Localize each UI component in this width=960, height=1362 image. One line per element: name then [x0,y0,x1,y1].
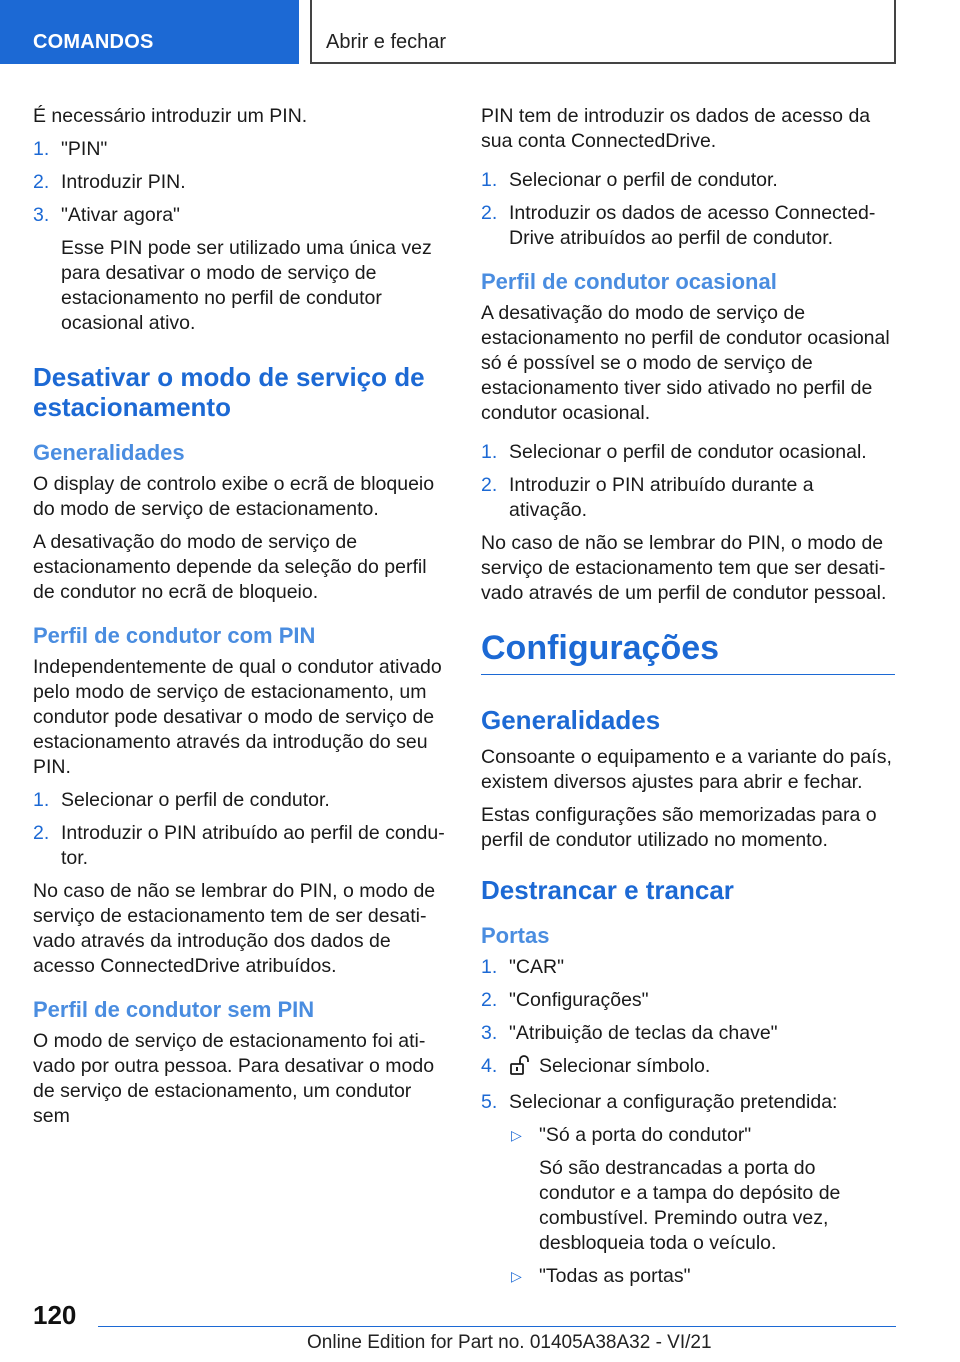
left-column [33,104,447,1137]
continued-text: PIN tem de introduzir os dados de acesso da sua conta ConnectedDrive. [481,105,871,152]
step-text: Introduzir PIN. [61,171,186,193]
option-note: Só são destrancadas a porta do condutor e a tampa do depósito de combustível. Premindo outra vez, desbloqueia toda o veículo. [539,1157,841,1254]
occasional-text: A desativação do modo de serviço de estacionamento no perfil de condutor ocasional só é possível se o modo de serviço de estacionamento tiver sido ativado no perfil de condutor ocasional. [481,302,890,424]
list-item [481,955,895,980]
step-number: 2. [481,202,498,224]
step-number: 5. [481,1091,498,1113]
step-text: Selecionar o perfil de condutor. [61,789,330,811]
steps-list-b [33,788,447,871]
step-text: "Ativar agora" [61,204,180,226]
step-text: Introduzir o PIN atribuído ao perfil de condutor. [61,822,445,869]
heading-unlock: Destrancar e trancar [481,875,734,905]
step-text: "CAR" [509,956,565,978]
step-number: 1. [481,956,498,978]
list-item [481,473,895,523]
step-number: 2. [481,474,498,496]
step-number: 2. [33,822,50,844]
bullet-triangle-icon: ▷ [511,1268,522,1284]
step-text: "Configurações" [509,989,649,1011]
step-number: 2. [481,989,498,1011]
list-item [481,1090,895,1289]
bullet-triangle-icon: ▷ [511,1127,522,1143]
step-text: Introduzir o PIN atribuído durante a ativação. [509,474,814,521]
footer-divider [98,1326,896,1327]
step-text: "PIN" [61,138,108,160]
step-text: Selecionar o perfil de condutor ocasional. [509,441,867,463]
page-header [0,0,960,66]
section-tab: COMANDOS [0,0,299,64]
heading-without-pin: Perfil de condutor sem PIN [33,997,315,1022]
heading-deactivate: Desativar o modo de serviço de estacionamento [33,362,425,422]
forgot-pin-text: No caso de não se lembrar do PIN, o modo de serviço de estacionamento tem de ser desativado através da introdução dos dados de acesso ConnectedDrive atribuídos. [33,880,436,977]
steps-list-a [33,137,447,336]
list-item [33,788,447,813]
topic-tab: Abrir e fechar [310,0,896,64]
step-number: 1. [481,441,498,463]
step-text: Selecionar o perfil de condutor. [509,169,778,191]
step-number: 1. [481,169,498,191]
general2-text-1: Consoante o equipamento e a variante do país, existem diversos ajustes para abrir e fechar. [481,746,892,793]
edition-text: Online Edition for Part no. 01405A38A32 - VI/21 [307,1332,712,1353]
list-item [481,201,895,251]
list-item [481,988,895,1013]
option-text: "Todas as portas" [539,1265,691,1287]
list-item [33,170,447,195]
steps-list-d [481,440,895,523]
option-text: "Só a porta do condutor" [539,1124,752,1146]
steps-list-c [481,168,895,251]
steps-list-e [481,955,895,1289]
heading-occasional: Perfil de condutor ocasional [481,269,777,294]
with-pin-text: Independentemente de qual o condutor ativado pelo modo de serviço de estacionamento, um condutor pode desativar o modo de serviço de estacionamento através da introdução do seu PIN. [33,656,442,778]
step-text: Selecionar a configuração pretendida: [509,1091,838,1113]
right-column [481,104,895,1297]
intro-text: É necessário introduzir um PIN. [33,105,308,127]
heading-doors: Portas [481,923,550,948]
list-item [33,203,447,336]
step-number: 1. [33,789,50,811]
heading-general-2: Generalidades [481,705,661,735]
heading-with-pin: Perfil de condutor com PIN [33,623,316,648]
step-note: Esse PIN pode ser utilizado uma única vez para desativar o modo de serviço de estacionamento no perfil de condutor ocasional ativo. [61,237,432,334]
without-pin-text: O modo de serviço de estacionamento foi ativado por outra pessoa. Para desativar o modo de serviço de estacionamento, um condutor sem [33,1030,435,1127]
step-number: 2. [33,171,50,193]
list-item [481,168,895,193]
step-number: 3. [33,204,50,226]
page-number: 120 [33,1300,77,1330]
heading-general: Generalidades [33,440,185,465]
step-text: "Atribuição de teclas da chave" [509,1022,778,1044]
step-number: 3. [481,1022,498,1044]
step-number: 1. [33,138,50,160]
general-text-2: A desativação do modo de serviço de estacionamento depende da seleção do perfil de condutor no ecrã de bloqueio. [33,531,427,603]
list-item [481,1021,895,1046]
step-text: Introduzir os dados de acesso ConnectedDrive atribuídos ao perfil de condutor. [509,202,876,249]
list-item [481,440,895,465]
options-list [509,1123,895,1289]
list-item [509,1123,895,1256]
unlock-padlock-icon [509,1055,531,1082]
list-item [481,1054,895,1082]
list-item [33,821,447,871]
general2-text-2: Estas configurações são memorizadas para o perfil de condutor utilizado no momento. [481,804,877,851]
page-footer [0,1296,960,1362]
forgot-pin-text-2: No caso de não se lembrar do PIN, o modo de serviço de estacionamento tem que ser desativado através de um perfil de condutor pessoal. [481,532,887,604]
list-item [33,137,447,162]
chapter-title: Configurações [481,628,895,675]
step-text: Selecionar símbolo. [539,1055,711,1077]
general-text-1: O display de controlo exibe o ecrã de bloqueio do modo de serviço de estacionamento. [33,473,435,520]
step-number: 4. [481,1055,498,1077]
list-item [509,1264,895,1289]
